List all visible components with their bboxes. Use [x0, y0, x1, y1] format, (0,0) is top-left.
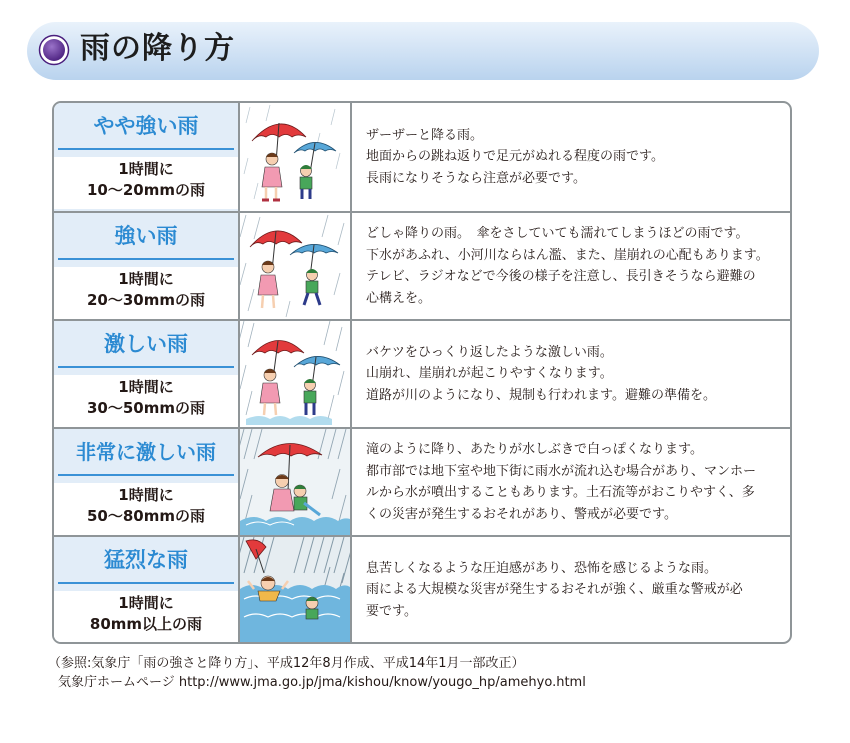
divider [58, 258, 234, 260]
intensity-label-cell [54, 213, 240, 319]
description-line: 都市部では地下室や地下街に雨水が流れ込む場合があり、マンホー [366, 463, 757, 479]
rainfall-amount-line1: 1時間に [118, 270, 174, 288]
girl-and-boy-with-umbrellas-icon [240, 321, 350, 427]
description-line: どしゃ降りの雨。 傘をさしていても濡れてしまうほどの雨です。 [366, 226, 749, 241]
intensity-name: 強い雨 [114, 224, 178, 248]
rainfall-amount [54, 483, 238, 535]
divider [58, 148, 234, 150]
rain-illustration [240, 429, 352, 535]
intensity-name: 猛烈な雨 [104, 548, 188, 572]
rainfall-amount [54, 267, 238, 319]
description-line: テレビ、ラジオなどで今後の様子を注意し、長引きそうなら避難の [366, 269, 756, 284]
description [352, 321, 790, 427]
rain-illustration [240, 103, 352, 211]
description [352, 537, 790, 643]
divider [58, 582, 234, 584]
rain-illustration [240, 537, 352, 643]
description-line: 地面からの跳ね返りで足元がぬれる程度の雨です。 [366, 149, 664, 165]
intensity-label-cell [54, 103, 240, 211]
rainfall-amount-line1: 1時間に [118, 378, 174, 396]
rainfall-amount-line2: 20〜30mmの雨 [86, 291, 205, 309]
intensity-name: 激しい雨 [104, 332, 188, 356]
source-citation: （参照:気象庁「雨の強さと降り方」、平成12年8月作成、平成14年1月一部改正） [48, 656, 525, 671]
table-row [54, 319, 790, 427]
rain-illustration [240, 213, 352, 319]
purple-circle-icon [38, 34, 70, 66]
source-note [48, 654, 586, 692]
description-line: 息苦しくなるような圧迫感があり、恐怖を感じるような雨。 [366, 560, 718, 576]
children-swept-away-in-flood-icon [240, 537, 350, 643]
rainfall-amount [54, 591, 238, 643]
description-line: くの災害が発生するおそれがあり、警戒が必要です。 [366, 506, 677, 522]
children-huddled-under-umbrella-icon [240, 429, 350, 535]
description-line: ザーザーと降る雨。 [366, 127, 484, 143]
description-line: 山崩れ、崖崩れが起こりやすくなります。 [366, 366, 613, 382]
rainfall-amount [54, 375, 238, 427]
table-row [54, 427, 790, 535]
intensity-label-cell [54, 429, 240, 535]
description-line: ルから水が噴出することもあります。土石流等がおこりやすく、多 [366, 485, 755, 500]
intensity-label-cell [54, 321, 240, 427]
description-line: 要です。 [366, 603, 417, 619]
description-line: バケツをひっくり返したような激しい雨。 [366, 344, 613, 360]
description [352, 103, 790, 211]
divider [58, 366, 234, 368]
girl-and-boy-with-umbrellas-icon [240, 213, 350, 319]
description-line: 雨による大規模な災害が発生するおそれが強く、厳重な警戒が必 [366, 582, 743, 598]
divider [58, 474, 234, 476]
intensity-name: 非常に激しい雨 [76, 440, 216, 464]
rainfall-amount-line2: 30〜50mmの雨 [86, 399, 205, 417]
table-row [54, 211, 790, 319]
description [352, 429, 790, 535]
description-line: 滝のように降り、あたりが水しぶきで白っぽくなります。 [366, 442, 703, 457]
source-url: 気象庁ホームページ http://www.jma.go.jp/jma/kishou/know/yougo_hp/amehyo.html [58, 675, 586, 690]
intensity-name: やや強い雨 [93, 114, 199, 138]
description [352, 213, 790, 319]
rainfall-amount-line1: 1時間に [118, 160, 174, 178]
girl-and-boy-with-umbrellas-icon [240, 103, 350, 209]
rainfall-amount [54, 157, 238, 209]
rainfall-amount-line2: 10〜20mmの雨 [86, 181, 205, 199]
rainfall-amount-line2: 80mm以上の雨 [89, 615, 203, 633]
rain-intensity-table [52, 101, 792, 644]
table-row [54, 535, 790, 643]
description-line: 心構えを。 [366, 290, 432, 306]
intensity-label-cell [54, 537, 240, 643]
table-row [54, 103, 790, 211]
description-line: 下水があふれ、小河川ならはん濫、また、崖崩れの心配もあります。 [366, 247, 769, 263]
rainfall-amount-line2: 50〜80mmの雨 [86, 507, 205, 525]
rainfall-amount-line1: 1時間に [118, 594, 174, 612]
rainfall-amount-line1: 1時間に [118, 486, 174, 504]
description-line: 道路が川のようになり、規制も行われます。避難の準備を。 [366, 387, 716, 403]
page-title: 雨の降り方 [80, 31, 235, 66]
description-line: 長雨になりそうなら注意が必要です。 [366, 170, 586, 186]
rain-illustration [240, 321, 352, 427]
